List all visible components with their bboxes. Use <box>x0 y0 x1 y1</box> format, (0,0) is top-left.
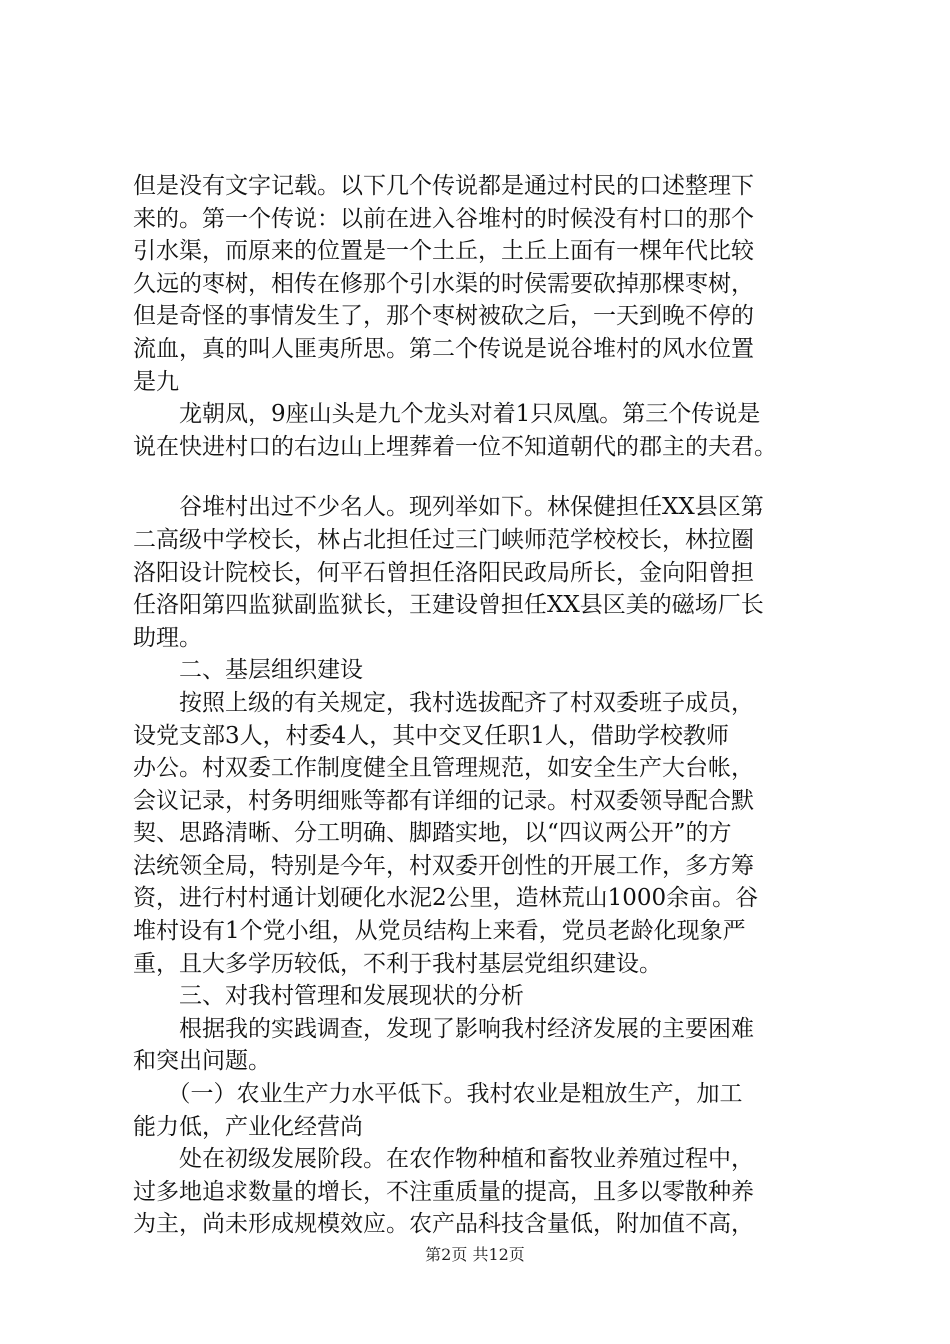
text-line: 二高级中学校长，林占北担任过三门峡师范学校校长，林拉圈 <box>133 526 754 553</box>
text-line: 设党支部3人，村委4人，其中交叉任职1人，借助学校教师 <box>133 722 729 749</box>
text-line: 任洛阳第四监狱副监狱长，王建设曾担任XX县区美的磁场厂长 <box>133 592 764 619</box>
text-line: 会议记录，村务明细账等都有详细的记录。村双委领导配合默 <box>133 787 754 814</box>
text-line: 资，进行村村通计划硬化水泥2公里，造林荒山1000余亩。谷 <box>133 885 759 912</box>
text-line: 久远的枣树，相传在修那个引水渠的时侯需要砍掉那棵枣树， <box>133 270 754 297</box>
text-line: 能力低，产业化经营尚 <box>133 1113 363 1140</box>
text-line: 处在初级发展阶段。在农作物种植和畜牧业养殖过程中， <box>133 1146 754 1173</box>
text-line: 但是奇怪的事情发生了，那个枣树被砍之后，一天到晚不停的 <box>133 303 754 330</box>
text-line: （一）农业生产力水平低下。我村农业是粗放生产，加工 <box>133 1081 743 1108</box>
text-line: 法统领全局，特别是今年，村双委开创性的开展工作，多方筹 <box>133 852 754 879</box>
text-line: 谷堆村出过不少名人。现列举如下。林保健担任XX县区第 <box>133 494 764 521</box>
text-line: 但是没有文字记载。以下几个传说都是通过村民的口述整理下 <box>133 173 754 199</box>
text-line: 重，且大多学历较低，不利于我村基层党组织建设。 <box>133 950 662 977</box>
text-line: 和突出问题。 <box>133 1048 271 1075</box>
text-line: 说在快进村口的右边山上埋葬着一位不知道朝代的郡主的夫君。 <box>133 433 777 460</box>
text-line: 契、思路清晰、分工明确、脚踏实地，以“四议两公开”的方 <box>133 820 732 847</box>
section-heading: 三、对我村管理和发展现状的分析 <box>133 983 524 1010</box>
document-body <box>133 170 833 1241</box>
text-line: 来的。第一个传说：以前在进入谷堆村的时候没有村口的那个 <box>133 205 754 232</box>
text-line: 洛阳设计院校长，何平石曾担任洛阳民政局所长，金向阳曾担 <box>133 559 754 586</box>
text-line: 流血，真的叫人匪夷所思。第二个传说是说谷堆村的风水位置 <box>133 335 754 362</box>
text-line: 是九 <box>133 368 179 395</box>
text-line: 按照上级的有关规定，我村选拔配齐了村双委班子成员， <box>133 689 754 716</box>
text-line: 办公。村双委工作制度健全且管理规范，如安全生产大台帐， <box>133 755 754 782</box>
text-line: 为主，尚未形成规模效应。农产品科技含量低，附加值不高， <box>133 1211 754 1238</box>
text-line: 助理。 <box>133 624 202 651</box>
text-line: 龙朝凤，9座山头是九个龙头对着1只凤凰。第三个传说是 <box>133 401 761 428</box>
paragraph-gap <box>133 463 833 491</box>
section-heading: 二、基层组织建设 <box>133 657 363 684</box>
page-footer: 第2页 共12页 <box>425 1245 525 1264</box>
text-line: 根据我的实践调查，发现了影响我村经济发展的主要困难 <box>133 1015 754 1042</box>
text-line: 引水渠，而原来的位置是一个土丘，土丘上面有一棵年代比较 <box>133 238 754 265</box>
text-line: 堆村设有1个党小组，从党员结构上来看，党员老龄化现象严 <box>133 918 746 945</box>
text-line: 过多地追求数量的增长，不注重质量的提高，且多以零散种养 <box>133 1178 754 1205</box>
